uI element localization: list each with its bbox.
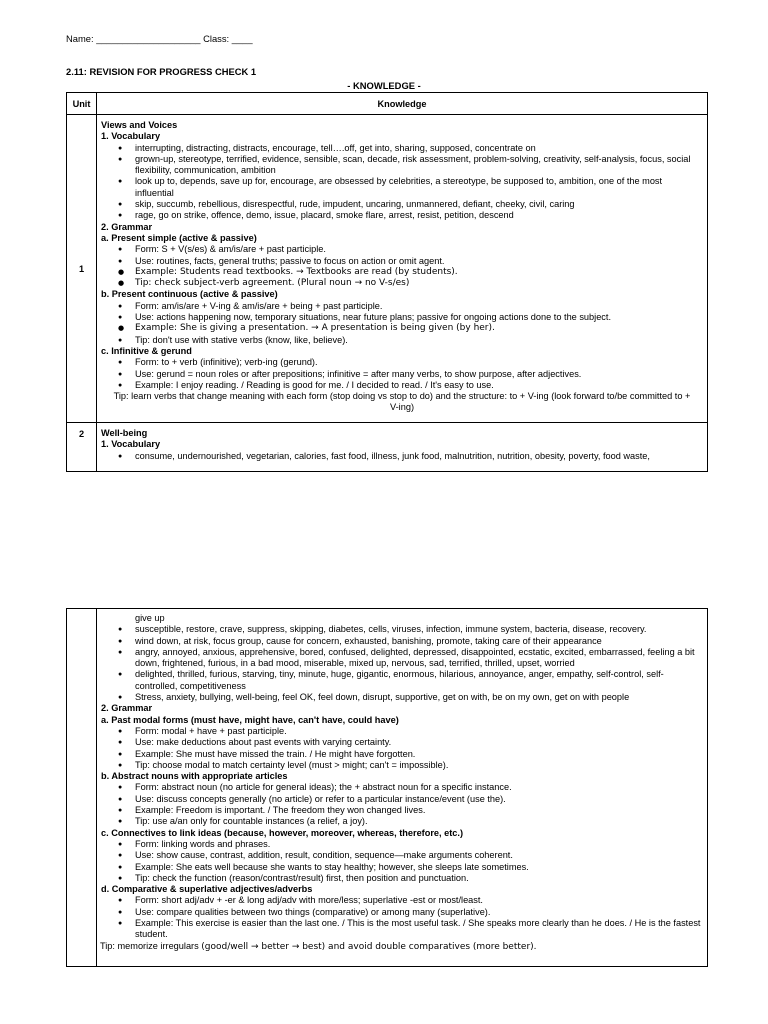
unit-2-vocab-heading: 1. Vocabulary — [101, 439, 161, 450]
unit-column-header: Unit — [67, 93, 97, 115]
unit-2-tip — [100, 941, 703, 953]
list-item: ● consume, undernourished, vegetarian, calories, fast food, illness, junk food, malnutrition, nutrition, obesity, poverty, food waste, — [101, 451, 703, 462]
list-item: ● grown-up, stereotype, terrified, evidence, sensible, scan, decade, risk assessment, problem-solving, creativity, self-analysis, focus, social flexibility, communication, ambition — [101, 154, 703, 177]
list-item: ● Form: to + verb (infinitive); verb-ing (gerund). — [101, 357, 703, 368]
list-item: ● Form: abstract noun (no article for general ideas); the + abstract noun for a specific instance. — [101, 782, 703, 793]
list-item: ● Use: routines, facts, general truths; passive to focus on action or omit agent. — [101, 256, 703, 267]
unit-2-grammar-a-heading: a. Past modal forms (must have, might have, can't have, could have) — [101, 714, 399, 725]
unit-2-knowledge-cell-continued — [97, 609, 708, 967]
unit-1-tip: Tip: learn verbs that change meaning with each form (stop doing vs stop to do) and the structure: to + V-ing (look forward to/be committed to + V-ing) — [113, 391, 691, 413]
unit-2-grammar-b-list — [101, 782, 703, 827]
unit-1-vocab-heading: 1. Vocabulary — [101, 131, 161, 142]
list-item: ● Example: Freedom is important. / The freedom they won changed lives. — [101, 805, 703, 816]
list-item: ● Tip: choose modal to match certainty level (must > might; can't = impossible). — [101, 760, 703, 771]
unit-2-grammar-d-list — [101, 895, 703, 940]
list-item: ● Form: S + V(s/es) & am/is/are + past participle. — [101, 244, 703, 255]
list-item: ● Use: actions happening now, temporary situations, near future plans; passive for ongoing actions done to the subject. — [101, 312, 703, 323]
list-item: ● delighted, thrilled, furious, starving, tiny, minute, huge, gigantic, enormous, hilarious, annoyance, anger, empathy, self-control, self-controlled, competitiveness — [101, 669, 703, 692]
unit-1-grammar-a-heading: a. Present simple (active & passive) — [101, 232, 257, 243]
list-item: give up — [135, 613, 165, 623]
unit-1-grammar-a-list — [101, 244, 703, 289]
unit-1-grammar-c-heading: c. Infinitive & gerund — [101, 345, 192, 356]
unit-1-grammar-heading: 2. Grammar — [101, 221, 153, 232]
list-item: ● Example: Students read textbooks. → Textbooks are read (by students). — [101, 267, 703, 278]
unit-2-tip-prefix: Tip: memorize irregulars — [100, 940, 202, 951]
list-item: ● Use: gerund = noun roles or after prepositions; infinitive = after many verbs, to show purpose, after adjectives. — [101, 369, 703, 380]
unit-2-topic: Well-being — [101, 428, 148, 438]
unit-2-grammar-c-heading: c. Connectives to link ideas (because, however, moreover, whereas, therefore, etc.) — [101, 827, 464, 838]
list-item: ● Example: This exercise is easier than the last one. / This is the most useful task. / She speaks more clearly than he does. / He is the fastest student. — [101, 918, 703, 941]
unit-number-1: 1 — [67, 115, 97, 423]
unit-1-topic: Views and Voices — [101, 120, 178, 130]
list-item: ● look up to, depends, save up for, encourage, are obsessed by celebrities, a stereotype, be supposed to, ambition, one of the most influential — [101, 176, 703, 199]
section-subtitle: - KNOWLEDGE - — [347, 80, 421, 91]
unit-1-knowledge-cell — [97, 115, 708, 423]
unit-2-grammar-heading: 2. Grammar — [101, 703, 153, 714]
list-item: ● angry, annoyed, anxious, apprehensive, bored, confused, delighted, depressed, disappointed, ecstatic, excited, embarrassed, feeling a bit down, frightened, furious, in a bad mood, miserable, mixed up, nervous, sad, terrified, thrilled, upset, worried — [101, 647, 703, 670]
list-item: ● Example: She is giving a presentation. → A presentation is being given (by her). — [101, 323, 703, 334]
document-title: 2.11: REVISION FOR PROGRESS CHECK 1 — [66, 66, 257, 77]
unit-1-vocab-list — [101, 143, 703, 222]
unit-number-2: 2 — [67, 423, 97, 472]
list-item: ● Example: She must have missed the train. / He might have forgotten. — [101, 749, 703, 760]
list-item: ● Form: short adj/adv + -er & long adj/adv with more/less; superlative -est or most/least. — [101, 895, 703, 906]
unit-1-grammar-c-list — [101, 357, 703, 391]
list-item: ● rage, go on strike, offence, demo, issue, placard, smoke flare, arrest, resist, petition, descend — [101, 210, 703, 221]
list-item: ● wind down, at risk, focus group, cause for concern, exhausted, banishing, promote, taking care of their appearance — [101, 636, 703, 647]
list-item: ● skip, succumb, rebellious, disrespectful, rude, impudent, uncaring, unmannered, defiant, cheeky, civil, caring — [101, 199, 703, 210]
list-item: ● Form: modal + have + past participle. — [101, 726, 703, 737]
list-item: ● Example: I enjoy reading. / Reading is good for me. / I decided to read. / It's easy to use. — [101, 380, 703, 391]
unit-2-vocab-list-top — [101, 451, 703, 462]
knowledge-table-part-2 — [66, 608, 708, 967]
list-item: ● Example: She eats well because she wants to stay healthy; however, she sleeps late sometimes. — [101, 862, 703, 873]
list-item: ● Use: compare qualities between two things (comparative) or among many (superlative). — [101, 907, 703, 918]
name-class-line: Name: ____________________ Class: ____ — [66, 33, 253, 44]
list-item: ● interrupting, distracting, distracts, encourage, tell….off, get into, sharing, supposed, concentrate on — [101, 143, 703, 154]
unit-2-grammar-a-list — [101, 726, 703, 771]
list-item: ● Form: linking words and phrases. — [101, 839, 703, 850]
list-item: ● Tip: check subject-verb agreement. (Plural noun → no V-s/es) — [101, 278, 703, 289]
unit-2-grammar-d-heading: d. Comparative & superlative adjectives/adverbs — [101, 884, 313, 895]
list-item: ● Use: make deductions about past events with varying certainty. — [101, 737, 703, 748]
knowledge-column-header: Knowledge — [97, 93, 708, 115]
unit-2-grammar-c-list — [101, 839, 703, 884]
list-item: ● Tip: check the function (reason/contrast/result) first, then position and punctuation. — [101, 873, 703, 884]
list-item: ● Use: discuss concepts generally (no article) or refer to a particular instance/event (use the). — [101, 794, 703, 805]
knowledge-table-part-1 — [66, 92, 708, 472]
unit-1-grammar-b-heading: b. Present continuous (active & passive) — [101, 289, 278, 300]
unit-2-tip-rest: (good/well → better → best) and avoid double comparatives (more better). — [201, 941, 537, 952]
unit-2-vocab-list-continued — [101, 613, 703, 703]
unit-number-cell-empty — [67, 609, 97, 967]
unit-2-knowledge-cell-top — [97, 423, 708, 472]
unit-1-grammar-b-list — [101, 301, 703, 346]
list-item: ● Stress, anxiety, bullying, well-being, feel OK, feel down, disrupt, supportive, get on with, be on my own, get on with people — [101, 692, 703, 703]
unit-2-grammar-b-heading: b. Abstract nouns with appropriate articles — [101, 771, 288, 782]
list-item: ● Use: show cause, contrast, addition, result, condition, sequence—make arguments coherent. — [101, 850, 703, 861]
list-item: ● Form: am/is/are + V-ing & am/is/are + being + past participle. — [101, 301, 703, 312]
list-item: ● Tip: use a/an only for countable instances (a relief, a joy). — [101, 816, 703, 827]
list-item: ● Tip: don't use with stative verbs (know, like, believe). — [101, 335, 703, 346]
list-item: ● susceptible, restore, crave, suppress, skipping, diabetes, cells, viruses, infection, immune system, bacteria, disease, recovery. — [101, 624, 703, 635]
